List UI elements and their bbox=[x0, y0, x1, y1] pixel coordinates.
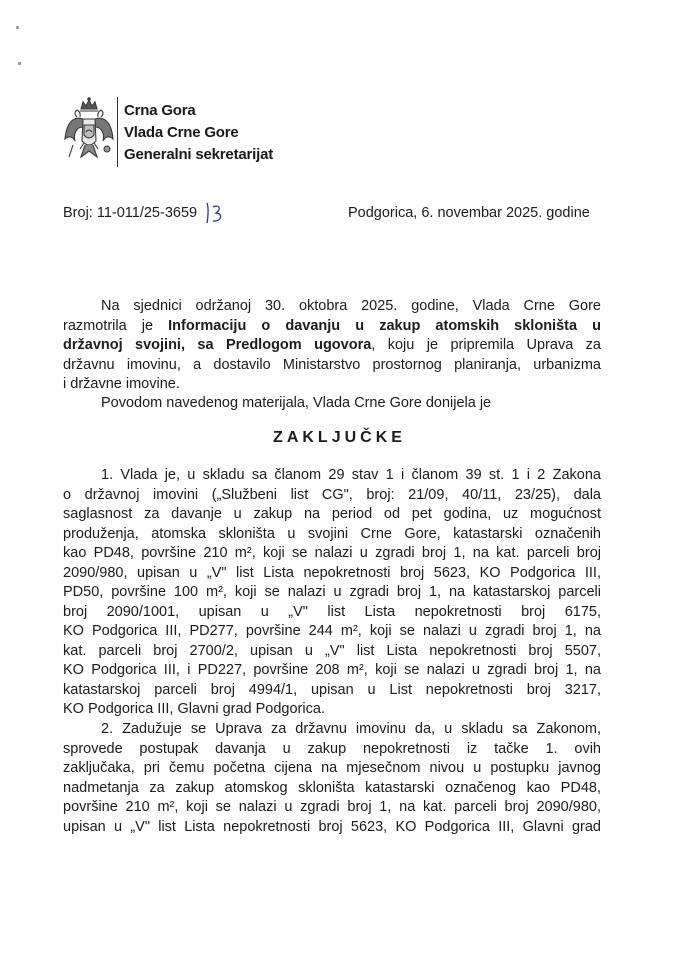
intro-line: razmotrila je Informaciju o davanju u zakup atomskih skloništa u bbox=[63, 317, 601, 334]
conclusion-line: katastarskoj parceli broj 4994/1, upisan u List nepokretnosti broj 3217, bbox=[63, 681, 601, 698]
document-title-part: državnoj svojini, sa Predlogom ugovora bbox=[63, 337, 372, 353]
conclusion-line: PD50, površine 100 m², koji se nalazi u zgradi broj 1, na katastarskoj parceli bbox=[63, 584, 601, 600]
conclusion-line: KO Podgorica III, Glavni grad Podgorica. bbox=[63, 701, 325, 717]
header-divider bbox=[117, 97, 118, 167]
handwritten-number-suffix bbox=[205, 201, 225, 225]
intro-line: državnoj svojini, sa Predlogom ugovora, koju je pripremila Uprava za bbox=[63, 337, 601, 353]
conclusion-line: zaključaka, pri čemu početna cijena na mjesečnom nivou u postupku javnog bbox=[63, 760, 601, 776]
intro-paragraph bbox=[63, 297, 601, 395]
conclusion-1 bbox=[63, 466, 601, 720]
conclusion-line: 1. Vlada je, u skladu sa članom 29 stav 1 i članom 39 st. 1 i 2 Zakona bbox=[101, 467, 601, 483]
intro-line: državnu imovinu, a dostavilo Ministarstvo prostornog planiranja, urbanizma bbox=[63, 356, 601, 373]
conclusion-line: saglasnost za davanje u zakup na period od pet godina, uz mogućnost bbox=[63, 506, 601, 522]
intro-line: Na sjednici održanoj 30. oktobra 2025. godine, Vlada Crne Gore bbox=[101, 298, 601, 314]
conclusion-line: kat. parceli broj 2700/2, upisan u „V" list Lista nepokretnosti broj 5507, bbox=[63, 642, 601, 659]
conclusion-line: KO Podgorica III, PD277, površine 244 m², koji se nalazi u zgradi broj 1, na bbox=[63, 623, 601, 639]
place-and-date: Podgorica, 6. novembar 2025. godine bbox=[348, 205, 590, 221]
conclusion-line: broj 2090/1001, upisan u „V" list Lista nepokretnosti broj 6175, bbox=[63, 603, 601, 620]
conclusion-line: nadmetanja za zakup atomskog skloništa katastarski označenog kao PD48, bbox=[63, 779, 601, 796]
letterhead bbox=[124, 100, 273, 166]
document-title-part: Informaciju o davanju u zakup atomskih skloništa u bbox=[168, 317, 601, 334]
conclusion-line: 2. Zadužuje se Uprava za državnu imovinu da, u skladu sa Zakonom, bbox=[101, 721, 601, 737]
conclusion-line: produženja, atomska skloništa u svojini Crne Gore, katastarski označenih bbox=[63, 525, 601, 542]
conclusions-heading: ZAKLJUČKE bbox=[273, 429, 406, 446]
conclusion-2 bbox=[63, 720, 601, 837]
letterhead-government: Vlada Crne Gore bbox=[124, 124, 239, 141]
letterhead-country: Crna Gora bbox=[124, 102, 196, 119]
scan-mark bbox=[18, 62, 21, 65]
conclusion-line: kao PD48, površine 210 m², koji se nalazi u zgradi broj 1, na kat. parceli broj bbox=[63, 545, 601, 561]
conclusion-line: o državnoj imovini („Službeni list CG", broj: 21/09, 40/11, 23/25), dala bbox=[63, 486, 601, 503]
conclusion-line: sprovede postupak davanja u zakup nepokretnosti iz tačke 1. ovih bbox=[63, 740, 601, 757]
reference-number: Broj: 11-011/25-3659 bbox=[63, 205, 198, 221]
conclusion-line: KO Podgorica III, i PD227, površine 208 m², koji se nalazi u zgradi broj 1, na bbox=[63, 662, 601, 678]
conclusion-line: 2090/980, upisan u „V" list Lista nepokretnosti broj 5623, KO Podgorica III, bbox=[63, 564, 601, 581]
conclusion-line: površine 210 m², koji se nalazi u zgradi broj 1, na kat. parceli broj 2090/980, bbox=[63, 799, 601, 815]
intro-line: i državne imovine. bbox=[63, 376, 180, 392]
coat-of-arms-icon bbox=[63, 97, 115, 167]
conclusion-line: upisan u „V" list Lista nepokretnosti broj 5623, KO Podgorica III, Glavni grad bbox=[63, 818, 601, 835]
letterhead-office: Generalni sekretarijat bbox=[124, 146, 274, 163]
occasion-line: Povodom navedenog materijala, Vlada Crne Gore donijela je bbox=[101, 395, 492, 411]
scan-mark bbox=[16, 26, 19, 29]
